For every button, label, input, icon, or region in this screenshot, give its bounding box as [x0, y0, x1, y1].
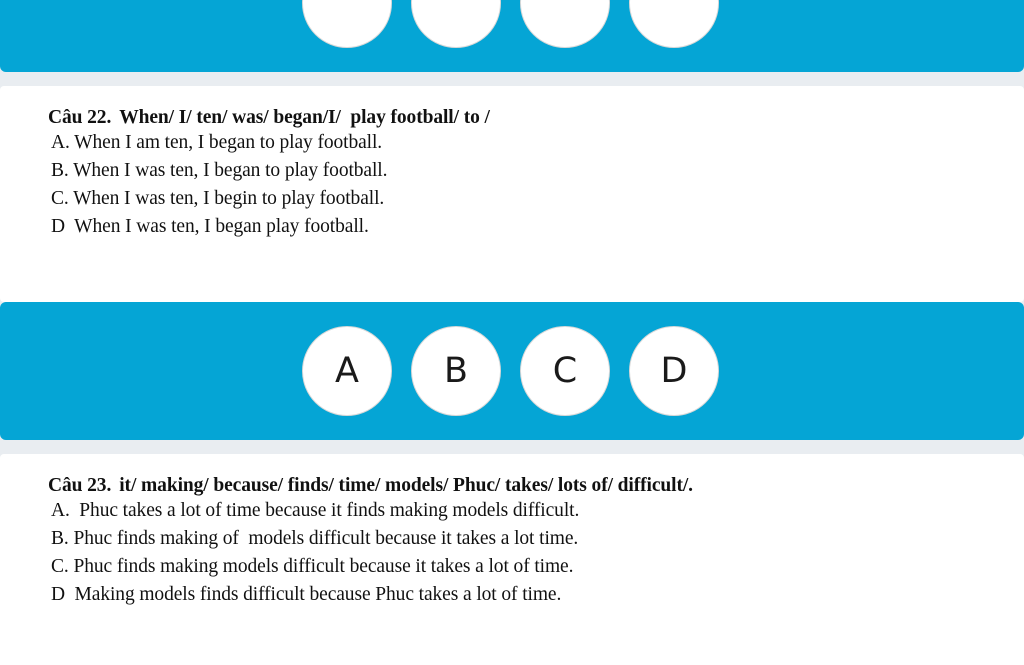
- question-card-23: [0, 454, 1024, 665]
- answer-b-button[interactable]: [411, 326, 501, 416]
- question-prompt: When/ I/ ten/ was/ began/I/ play football/ to /: [119, 107, 490, 128]
- question-prompt: it/ making/ because/ finds/ time/ models/ Phuc/ takes/ lots of/ difficult/.: [119, 475, 693, 496]
- option-list: [48, 129, 1024, 241]
- answer-bar-q21: [0, 0, 1024, 72]
- answer-c-button[interactable]: [520, 0, 610, 48]
- answer-b-label: B: [443, 351, 468, 391]
- option-d: D When I was ten, I began play football.: [51, 216, 369, 237]
- question-title: [48, 454, 1024, 497]
- option-b: B. Phuc finds making of models difficult because it takes a lot time.: [51, 528, 579, 549]
- option-d: D Making models finds difficult because Phuc takes a lot of time.: [51, 584, 562, 605]
- answer-a-label: A: [335, 351, 359, 391]
- answer-d-button[interactable]: [629, 326, 719, 416]
- answer-button-row: [0, 326, 1024, 416]
- answer-d-button[interactable]: [629, 0, 719, 48]
- answer-bar-q22: [0, 302, 1024, 440]
- answer-c-button[interactable]: [520, 326, 610, 416]
- question-title: [48, 86, 1024, 129]
- option-c: C. Phuc finds making models difficult because it takes a lot of time.: [51, 556, 574, 577]
- option-list: [48, 497, 1024, 609]
- answer-c-label: C: [552, 351, 578, 391]
- answer-d-label: D: [660, 351, 688, 391]
- question-number: Câu 22.: [48, 107, 112, 128]
- answer-b-button[interactable]: [411, 0, 501, 48]
- answer-a-button[interactable]: [302, 0, 392, 48]
- question-number: Câu 23.: [48, 475, 112, 496]
- option-a: A. When I am ten, I began to play football.: [51, 132, 383, 153]
- answer-a-button[interactable]: [302, 326, 392, 416]
- option-c: C. When I was ten, I begin to play football.: [51, 188, 385, 209]
- option-b: B. When I was ten, I began to play football.: [51, 160, 388, 181]
- answer-button-row: [0, 0, 1024, 48]
- question-card-22: [0, 86, 1024, 302]
- option-a: A. Phuc takes a lot of time because it finds making models difficult.: [51, 500, 580, 521]
